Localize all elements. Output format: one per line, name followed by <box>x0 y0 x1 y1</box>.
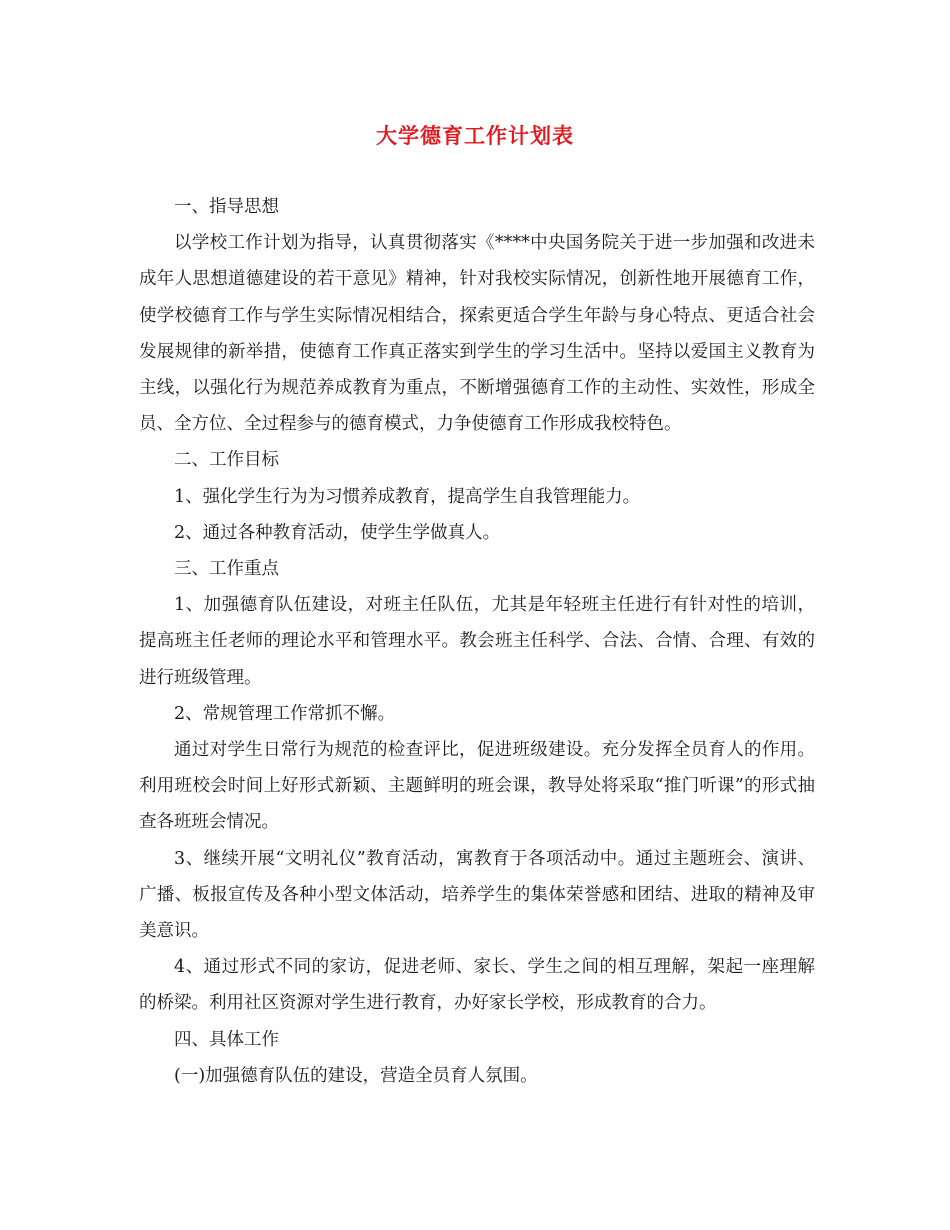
section-heading-guiding-ideology: 一、指导思想 <box>174 197 279 217</box>
paragraph-focus-2: 2、常规管理工作常抓不懈。 <box>174 703 396 724</box>
paragraph-focus-2-detail: 通过对学生日常行为规范的检查评比，促进班级建设。充分发挥全员育人的作用。利用班校会时间上好形式新颖、主题鲜明的班会课，教导处将采取“推门听课”的形式抽查各班班会情况。 <box>139 740 815 833</box>
document-body <box>139 189 815 1094</box>
paragraph-specific-work-1: (一)加强德育队伍的建设，营造全员育人氛围。 <box>174 1065 538 1086</box>
paragraph-focus-3: 3、继续开展“文明礼仪”教育活动，寓教育于各项活动中。通过主题班会、演讲、广播、板报宣传及各种小型文体活动，培养学生的集体荣誉感和团结、进取的精神及审美意识。 <box>139 848 815 942</box>
paragraph-focus-1: 1、加强德育队伍建设，对班主任队伍，尤其是年轻班主任进行有针对性的培训，提高班主任老师的理论水平和管理水平。教会班主任科学、合法、合情、合理、有效的进行班级管理。 <box>139 595 815 688</box>
section-heading-work-focus: 三、工作重点 <box>174 559 279 580</box>
paragraph-guiding-ideology: 以学校工作计划为指导，认真贯彻落实《****中央国务院关于进一步加强和改进未成年人思想道德建设的若干意见》精神，针对我校实际情况，创新性地开展德育工作，使学校德育工作与学生实际情况相结合，探索更适合学生年龄与身心特点、更适合社会发展规律的新举措，使德育工作真正落实到学生的学习生活中。坚持以爱国主义教育为主线，以强化行为规范养成教育为重点，不断增强德育工作的主动性、实效性，形成全员、全方位、全过程参与的德育模式，力争使德育工作形成我校特色。 <box>139 233 815 435</box>
section-heading-specific-work: 四、具体工作 <box>174 1029 279 1050</box>
paragraph-goal-1: 1、强化学生行为为习惯养成教育，提高学生自我管理能力。 <box>174 486 641 507</box>
paragraph-focus-4: 4、通过形式不同的家访，促进老师、家长、学生之间的相互理解，架起一座理解的桥梁。利用社区资源对学生进行教育，办好家长学校，形成教育的合力。 <box>139 957 815 1014</box>
section-heading-work-goals: 二、工作目标 <box>174 450 279 471</box>
document-title: 大学德育工作计划表 <box>376 123 574 148</box>
paragraph-goal-2: 2、通过各种教育活动，使学生学做真人。 <box>174 522 501 543</box>
